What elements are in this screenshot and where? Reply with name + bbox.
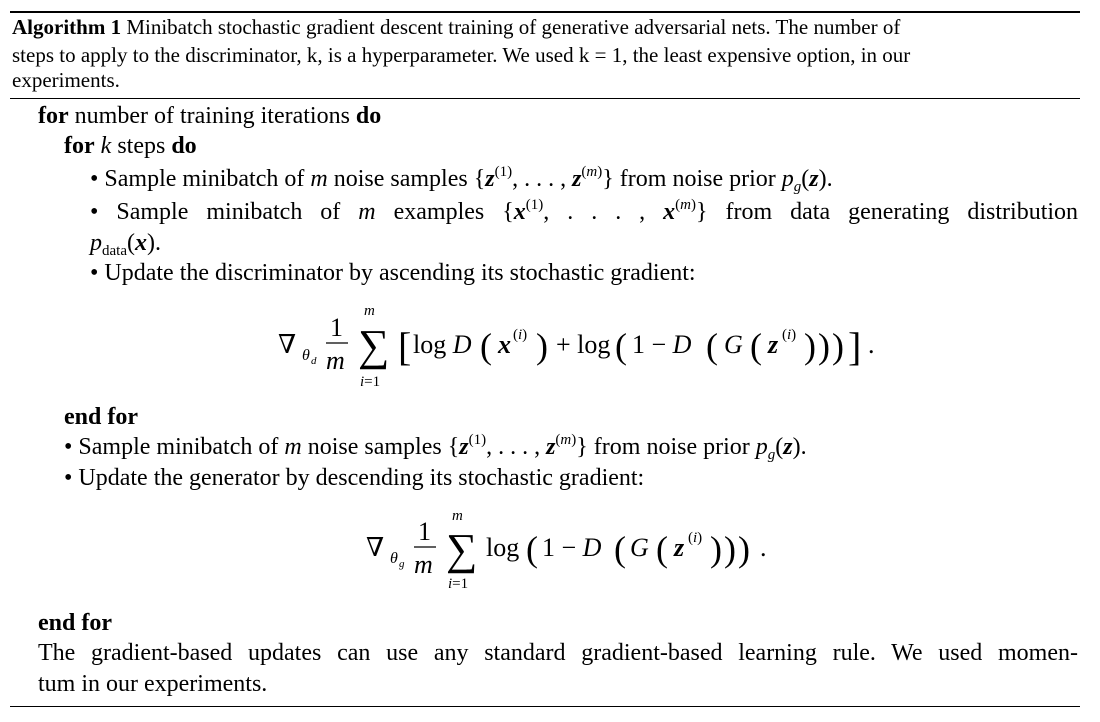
- svg-text:m: m: [452, 508, 463, 524]
- inner-for-line: [64, 134, 197, 158]
- svg-text:(i): (i): [513, 327, 528, 343]
- svg-text:.: .: [760, 533, 767, 562]
- d-update-text: Update the discriminator by ascending its stochastic gradient:: [104, 260, 696, 286]
- math-prior: $p_g(z)$.: [781, 166, 833, 195]
- step-mid: examples: [393, 199, 485, 225]
- keyword-end-for: end for: [38, 610, 112, 636]
- g-step-sample-noise: [64, 432, 807, 463]
- svg-text:+ log: + log: [556, 330, 611, 359]
- discriminator-gradient-equation: [270, 298, 910, 396]
- footer-line-1: The gradient-based updates can use any standard gradient-based learning rule. We used momen-: [38, 640, 1078, 666]
- step-suffix: from noise prior: [619, 166, 776, 192]
- svg-text:): ): [536, 326, 548, 366]
- step-mid: noise samples: [333, 166, 468, 192]
- inner-for-text: steps: [117, 133, 166, 159]
- step-mid: noise samples: [307, 434, 442, 460]
- svg-text:): ): [832, 326, 844, 366]
- svg-text:∑: ∑: [358, 321, 390, 370]
- svg-text:θ: θ: [302, 347, 310, 364]
- svg-text:m: m: [414, 550, 433, 579]
- svg-text:d: d: [311, 355, 317, 367]
- caption-line-3: experiments.: [12, 68, 120, 92]
- d-step-sample-noise: [90, 164, 833, 195]
- svg-text:(: (: [656, 529, 668, 569]
- svg-text:log D: log D: [413, 330, 472, 359]
- svg-text:): ): [724, 529, 736, 569]
- step-prefix: Sample minibatch of: [116, 199, 341, 225]
- svg-text:1: 1: [330, 313, 343, 342]
- svg-text:(i): (i): [688, 530, 703, 546]
- bottom-rule: [10, 706, 1080, 707]
- keyword-for: for: [64, 133, 95, 159]
- svg-text:(: (: [526, 529, 538, 569]
- d-step-update: [90, 261, 696, 285]
- svg-text:z: z: [674, 533, 685, 562]
- svg-text:g: g: [399, 558, 405, 570]
- outer-end-for: [38, 611, 112, 635]
- keyword-do: do: [355, 103, 382, 129]
- math-noise-set: {$z^{(1)}$, . . . , $z^{(m)}$}: [473, 164, 614, 192]
- math-pdata: $p_{data}(x)$.: [90, 230, 161, 259]
- algorithm-label: Algorithm 1: [12, 15, 122, 39]
- svg-text:(i): (i): [782, 327, 797, 343]
- step-prefix: Sample minibatch of: [104, 166, 305, 192]
- svg-text:1 − D: 1 − D: [542, 533, 602, 562]
- keyword-end-for: end for: [64, 404, 138, 430]
- outer-for-line: [38, 104, 381, 128]
- svg-text:i=1: i=1: [360, 374, 381, 390]
- var-m: m: [310, 166, 328, 192]
- svg-text:): ): [804, 326, 816, 366]
- svg-text:G: G: [724, 330, 743, 359]
- outer-for-text: number of training iterations: [74, 103, 350, 129]
- caption-line-1: [12, 17, 900, 38]
- svg-text:G: G: [630, 533, 649, 562]
- footer-line-2: tum in our experiments.: [38, 671, 268, 697]
- svg-text:∇: ∇: [278, 330, 297, 359]
- step-suffix: from data generating distribution: [725, 199, 1079, 225]
- inner-end-for: [64, 405, 138, 429]
- top-rule: [10, 11, 1080, 13]
- svg-text:log: log: [486, 533, 520, 562]
- svg-text:z: z: [768, 330, 779, 359]
- bullet-icon: •: [90, 199, 99, 225]
- svg-text:): ): [818, 326, 830, 366]
- svg-text:(: (: [706, 326, 718, 366]
- math-prior: $p_g(z)$.: [755, 434, 807, 463]
- keyword-do: do: [171, 133, 197, 159]
- var-k: k: [100, 133, 112, 159]
- math-noise-set: {$z^{(1)}$, . . . , $z^{(m)}$}: [447, 432, 588, 460]
- math-example-set: {$x^{(1)}$, . . . , $x^{(m)}$}: [502, 197, 708, 225]
- generator-gradient-equation: [360, 506, 800, 596]
- step-suffix: from noise prior: [593, 434, 750, 460]
- svg-text:∇: ∇: [366, 533, 385, 562]
- d-step-sample-data-cont: [90, 230, 161, 259]
- caption-rule: [10, 98, 1080, 99]
- svg-text:1: 1: [418, 517, 431, 546]
- var-m: m: [284, 434, 302, 460]
- svg-text:(: (: [750, 326, 762, 366]
- svg-text:1 − D: 1 − D: [632, 330, 692, 359]
- svg-text:θ: θ: [390, 550, 398, 567]
- svg-text:.: .: [868, 330, 875, 359]
- g-update-text: Update the generator by descending its stochastic gradient:: [78, 465, 645, 491]
- svg-text:m: m: [326, 346, 345, 375]
- bullet-icon: •: [90, 260, 99, 286]
- svg-text:): ): [738, 529, 750, 569]
- svg-text:]: ]: [848, 324, 862, 369]
- caption-text-1: Minibatch stochastic gradient descent training of generative adversarial nets. The number of: [126, 15, 901, 39]
- svg-text:[: [: [398, 324, 412, 369]
- svg-text:(: (: [614, 529, 626, 569]
- step-prefix: Sample minibatch of: [78, 434, 279, 460]
- svg-text:m: m: [364, 303, 375, 319]
- var-m: m: [358, 199, 376, 225]
- svg-text:x: x: [498, 330, 511, 359]
- bullet-icon: •: [90, 166, 99, 192]
- svg-text:(: (: [615, 326, 627, 366]
- svg-text:∑: ∑: [446, 525, 478, 574]
- svg-text:(: (: [480, 326, 492, 366]
- bullet-icon: •: [64, 434, 73, 460]
- caption-line-2: steps to apply to the discriminator, k, is a hyperparameter. We used k = 1, the least expensive option, in our: [12, 43, 911, 67]
- d-step-sample-data: [90, 197, 1079, 225]
- pdata-subscript: data: [102, 243, 127, 259]
- keyword-for: for: [38, 103, 69, 129]
- svg-text:): ): [710, 529, 722, 569]
- svg-text:i=1: i=1: [448, 576, 469, 592]
- g-step-update: [64, 466, 644, 490]
- bullet-icon: •: [64, 465, 73, 491]
